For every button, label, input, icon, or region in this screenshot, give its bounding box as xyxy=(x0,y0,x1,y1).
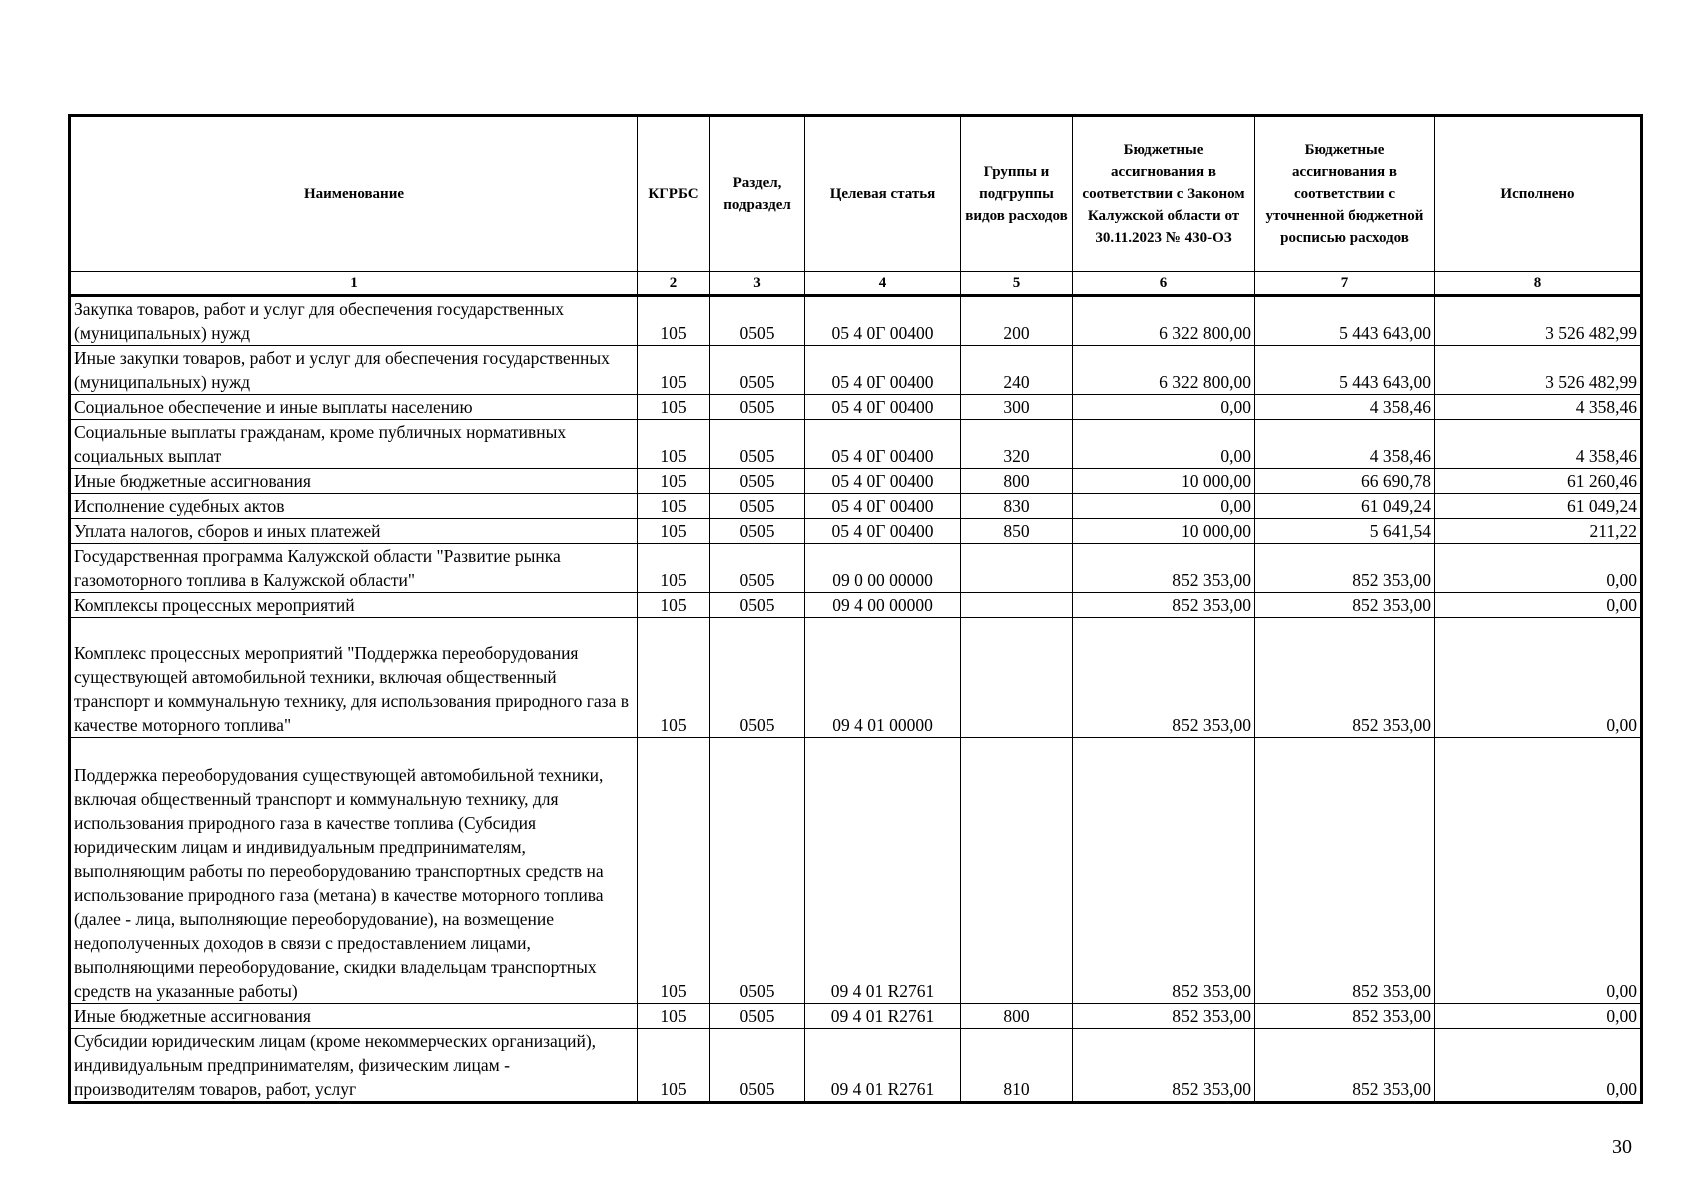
table-row xyxy=(70,494,1642,519)
row-kgrbs: 105 xyxy=(638,618,710,738)
row-law-amount: 852 353,00 xyxy=(1073,544,1255,593)
row-law-amount: 0,00 xyxy=(1073,420,1255,469)
row-law-amount: 852 353,00 xyxy=(1073,1004,1255,1029)
row-section: 0505 xyxy=(710,469,805,494)
row-kgrbs: 105 xyxy=(638,469,710,494)
row-section: 0505 xyxy=(710,346,805,395)
row-executed-amount: 0,00 xyxy=(1435,618,1642,738)
row-executed-amount: 0,00 xyxy=(1435,593,1642,618)
row-section: 0505 xyxy=(710,593,805,618)
row-law-amount: 6 322 800,00 xyxy=(1073,346,1255,395)
row-section: 0505 xyxy=(710,519,805,544)
row-refined-amount: 66 690,78 xyxy=(1255,469,1435,494)
row-name: Поддержка переоборудования существующей автомобильной техники, включая общественный транспорт и коммунальную технику, для использования природного газа в качестве топлива (Субсидия юридическим лицам и индивидуальным предпринимателям, выполняющим работы по переоборудованию транспортных средств на использование природного газа (метана) в качестве моторного топлива (далее - лица, выполняющие переоборудование), на возмещение недополученных доходов в связи с предоставлением лицами, выполняющими переоборудование, скидки владельцам транспортных средств на указанные работы) xyxy=(70,738,638,1004)
row-law-amount: 852 353,00 xyxy=(1073,1029,1255,1103)
row-name: Иные закупки товаров, работ и услуг для обеспечения государственных (муниципальных) нужд xyxy=(70,346,638,395)
page-number: 30 xyxy=(1612,1136,1632,1158)
row-name: Закупка товаров, работ и услуг для обеспечения государственных (муниципальных) нужд xyxy=(70,296,638,346)
row-target-article: 05 4 0Г 00400 xyxy=(805,420,961,469)
column-number: 3 xyxy=(710,272,805,296)
row-section: 0505 xyxy=(710,296,805,346)
row-expense-group xyxy=(961,593,1073,618)
column-number: 2 xyxy=(638,272,710,296)
row-target-article: 09 4 01 R2761 xyxy=(805,738,961,1004)
header-executed: Исполнено xyxy=(1435,116,1642,272)
table-row xyxy=(70,420,1642,469)
row-target-article: 09 4 01 00000 xyxy=(805,618,961,738)
row-kgrbs: 105 xyxy=(638,738,710,1004)
row-section: 0505 xyxy=(710,738,805,1004)
row-refined-amount: 852 353,00 xyxy=(1255,544,1435,593)
row-name: Уплата налогов, сборов и иных платежей xyxy=(70,519,638,544)
table-row xyxy=(70,738,1642,1004)
row-executed-amount: 211,22 xyxy=(1435,519,1642,544)
column-number: 4 xyxy=(805,272,961,296)
header-name: Наименование xyxy=(70,116,638,272)
row-target-article: 09 4 00 00000 xyxy=(805,593,961,618)
row-name: Государственная программа Калужской области "Развитие рынка газомоторного топлива в Калужской области" xyxy=(70,544,638,593)
row-expense-group: 850 xyxy=(961,519,1073,544)
row-law-amount: 6 322 800,00 xyxy=(1073,296,1255,346)
row-expense-group: 320 xyxy=(961,420,1073,469)
row-target-article: 09 0 00 00000 xyxy=(805,544,961,593)
row-law-amount: 0,00 xyxy=(1073,494,1255,519)
header-expense-groups: Группы и подгруппы видов расходов xyxy=(961,116,1073,272)
row-executed-amount: 4 358,46 xyxy=(1435,395,1642,420)
table-row xyxy=(70,1029,1642,1103)
row-executed-amount: 3 526 482,99 xyxy=(1435,346,1642,395)
table-row xyxy=(70,1004,1642,1029)
row-law-amount: 10 000,00 xyxy=(1073,469,1255,494)
row-section: 0505 xyxy=(710,618,805,738)
row-target-article: 05 4 0Г 00400 xyxy=(805,296,961,346)
table-row xyxy=(70,593,1642,618)
row-name: Субсидии юридическим лицам (кроме некоммерческих организаций), индивидуальным предпринимателям, физическим лицам - производителям товаров, работ, услуг xyxy=(70,1029,638,1103)
row-kgrbs: 105 xyxy=(638,593,710,618)
row-refined-amount: 5 443 643,00 xyxy=(1255,346,1435,395)
header-section: Раздел, подраздел xyxy=(710,116,805,272)
row-section: 0505 xyxy=(710,544,805,593)
row-target-article: 05 4 0Г 00400 xyxy=(805,494,961,519)
row-refined-amount: 852 353,00 xyxy=(1255,593,1435,618)
row-section: 0505 xyxy=(710,1004,805,1029)
row-expense-group: 240 xyxy=(961,346,1073,395)
row-kgrbs: 105 xyxy=(638,494,710,519)
row-executed-amount: 4 358,46 xyxy=(1435,420,1642,469)
row-kgrbs: 105 xyxy=(638,395,710,420)
table-row xyxy=(70,519,1642,544)
row-name: Иные бюджетные ассигнования xyxy=(70,1004,638,1029)
row-refined-amount: 5 641,54 xyxy=(1255,519,1435,544)
row-target-article: 09 4 01 R2761 xyxy=(805,1029,961,1103)
row-kgrbs: 105 xyxy=(638,1004,710,1029)
row-expense-group: 300 xyxy=(961,395,1073,420)
header-refined-allocations: Бюджетные ассигнования в соответствии с уточненной бюджетной росписью расходов xyxy=(1255,116,1435,272)
row-kgrbs: 105 xyxy=(638,1029,710,1103)
header-law-allocations: Бюджетные ассигнования в соответствии с Законом Калужской области от 30.11.2023 № 430-ОЗ xyxy=(1073,116,1255,272)
row-law-amount: 852 353,00 xyxy=(1073,593,1255,618)
row-executed-amount: 61 049,24 xyxy=(1435,494,1642,519)
column-number-row xyxy=(70,272,1642,296)
budget-execution-table xyxy=(68,114,1643,1104)
column-number: 7 xyxy=(1255,272,1435,296)
row-name: Иные бюджетные ассигнования xyxy=(70,469,638,494)
row-section: 0505 xyxy=(710,395,805,420)
row-expense-group: 800 xyxy=(961,469,1073,494)
header-kgrbs: КГРБС xyxy=(638,116,710,272)
row-target-article: 05 4 0Г 00400 xyxy=(805,395,961,420)
row-kgrbs: 105 xyxy=(638,519,710,544)
row-law-amount: 10 000,00 xyxy=(1073,519,1255,544)
row-refined-amount: 852 353,00 xyxy=(1255,738,1435,1004)
table-row xyxy=(70,346,1642,395)
column-number: 5 xyxy=(961,272,1073,296)
row-expense-group: 200 xyxy=(961,296,1073,346)
table-row xyxy=(70,469,1642,494)
row-name: Исполнение судебных актов xyxy=(70,494,638,519)
row-target-article: 09 4 01 R2761 xyxy=(805,1004,961,1029)
row-refined-amount: 852 353,00 xyxy=(1255,618,1435,738)
row-law-amount: 852 353,00 xyxy=(1073,738,1255,1004)
column-number: 1 xyxy=(70,272,638,296)
row-expense-group xyxy=(961,618,1073,738)
row-law-amount: 0,00 xyxy=(1073,395,1255,420)
row-name: Комплекс процессных мероприятий "Поддержка переоборудования существующей автомобильной техники, включая общественный транспорт и коммунальную технику, для использования природного газа в качестве моторного топлива" xyxy=(70,618,638,738)
table-row xyxy=(70,395,1642,420)
table-row xyxy=(70,544,1642,593)
row-refined-amount: 61 049,24 xyxy=(1255,494,1435,519)
row-refined-amount: 4 358,46 xyxy=(1255,420,1435,469)
row-refined-amount: 5 443 643,00 xyxy=(1255,296,1435,346)
row-target-article: 05 4 0Г 00400 xyxy=(805,346,961,395)
column-number: 6 xyxy=(1073,272,1255,296)
row-executed-amount: 3 526 482,99 xyxy=(1435,296,1642,346)
row-refined-amount: 4 358,46 xyxy=(1255,395,1435,420)
row-section: 0505 xyxy=(710,1029,805,1103)
row-target-article: 05 4 0Г 00400 xyxy=(805,469,961,494)
row-law-amount: 852 353,00 xyxy=(1073,618,1255,738)
row-name: Социальное обеспечение и иные выплаты населению xyxy=(70,395,638,420)
row-kgrbs: 105 xyxy=(638,420,710,469)
row-expense-group: 810 xyxy=(961,1029,1073,1103)
row-executed-amount: 61 260,46 xyxy=(1435,469,1642,494)
row-kgrbs: 105 xyxy=(638,346,710,395)
row-kgrbs: 105 xyxy=(638,296,710,346)
row-executed-amount: 0,00 xyxy=(1435,544,1642,593)
row-refined-amount: 852 353,00 xyxy=(1255,1029,1435,1103)
row-executed-amount: 0,00 xyxy=(1435,738,1642,1004)
row-executed-amount: 0,00 xyxy=(1435,1029,1642,1103)
row-target-article: 05 4 0Г 00400 xyxy=(805,519,961,544)
row-expense-group xyxy=(961,544,1073,593)
row-executed-amount: 0,00 xyxy=(1435,1004,1642,1029)
row-expense-group: 830 xyxy=(961,494,1073,519)
row-section: 0505 xyxy=(710,420,805,469)
row-refined-amount: 852 353,00 xyxy=(1255,1004,1435,1029)
row-kgrbs: 105 xyxy=(638,544,710,593)
header-target-article: Целевая статья xyxy=(805,116,961,272)
header-row xyxy=(70,116,1642,272)
row-name: Комплексы процессных мероприятий xyxy=(70,593,638,618)
table-row xyxy=(70,618,1642,738)
row-expense-group xyxy=(961,738,1073,1004)
table-row xyxy=(70,296,1642,346)
row-section: 0505 xyxy=(710,494,805,519)
column-number: 8 xyxy=(1435,272,1642,296)
row-name: Социальные выплаты гражданам, кроме публичных нормативных социальных выплат xyxy=(70,420,638,469)
row-expense-group: 800 xyxy=(961,1004,1073,1029)
